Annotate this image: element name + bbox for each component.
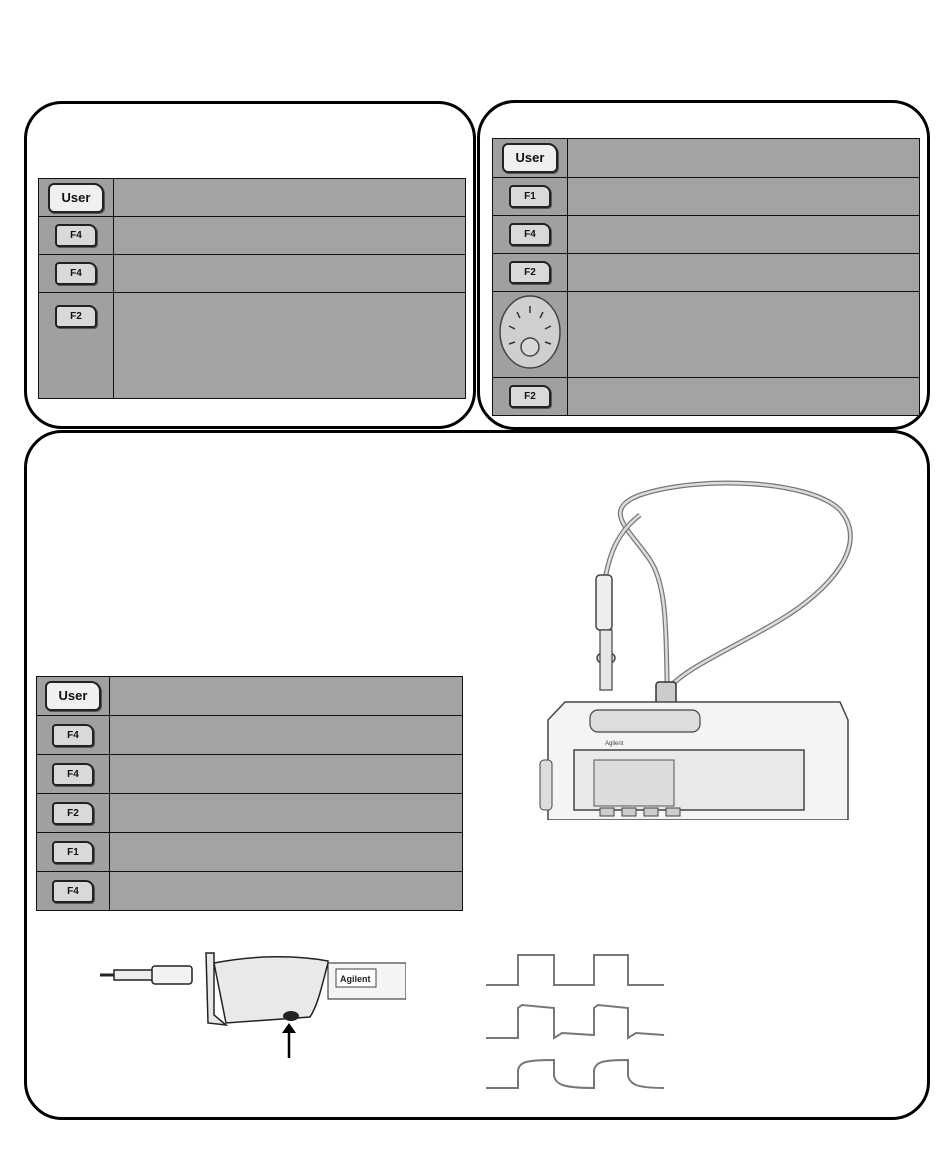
f2-button[interactable]: F2 bbox=[509, 261, 551, 284]
user-button[interactable]: User bbox=[45, 681, 101, 711]
step-key-cell bbox=[493, 378, 568, 416]
step-description bbox=[110, 716, 463, 755]
f2-button[interactable]: F2 bbox=[55, 305, 97, 328]
step-description bbox=[110, 872, 463, 911]
step-description bbox=[110, 833, 463, 872]
step-key-cell bbox=[37, 833, 110, 872]
step-key-cell bbox=[493, 216, 568, 254]
step-key-cell bbox=[37, 755, 110, 794]
step-key-cell bbox=[493, 178, 568, 216]
user-button[interactable]: User bbox=[48, 183, 104, 213]
step-description bbox=[110, 794, 463, 833]
step-description bbox=[110, 677, 463, 716]
step-key-cell bbox=[493, 292, 568, 378]
waveform-correct bbox=[486, 955, 664, 985]
step-description bbox=[568, 378, 920, 416]
step-description bbox=[568, 178, 920, 216]
step-key-cell bbox=[39, 179, 114, 217]
step-description bbox=[114, 179, 466, 217]
step-key-cell bbox=[37, 677, 110, 716]
user-button[interactable]: User bbox=[502, 143, 558, 173]
f4-button[interactable]: F4 bbox=[55, 262, 97, 285]
f4-button[interactable]: F4 bbox=[509, 223, 551, 246]
f4-button[interactable]: F4 bbox=[52, 880, 94, 903]
oscilloscope-probe-illustration bbox=[530, 470, 860, 820]
step-table-b bbox=[492, 138, 920, 416]
step-key-cell bbox=[37, 872, 110, 911]
rotary-knob-icon[interactable] bbox=[497, 292, 563, 372]
step-table-c bbox=[36, 676, 463, 911]
step-description bbox=[568, 139, 920, 178]
step-description bbox=[114, 255, 466, 293]
f4-button[interactable]: F4 bbox=[52, 724, 94, 747]
waveform-overcompensated bbox=[486, 1005, 664, 1038]
step-table-a bbox=[38, 178, 466, 399]
step-key-cell bbox=[37, 794, 110, 833]
step-key-cell bbox=[37, 716, 110, 755]
scope-brand-label: Agilent bbox=[605, 741, 624, 747]
probe-brand-label: Agilent bbox=[340, 974, 371, 984]
step-description bbox=[568, 216, 920, 254]
step-description bbox=[568, 254, 920, 292]
step-key-cell bbox=[493, 139, 568, 178]
compensation-waveforms bbox=[486, 950, 666, 1095]
step-description bbox=[110, 755, 463, 794]
f1-button[interactable]: F1 bbox=[52, 841, 94, 864]
adjustment-screw-icon bbox=[283, 1011, 299, 1021]
step-key-cell bbox=[39, 217, 114, 255]
step-key-cell bbox=[39, 255, 114, 293]
f1-button[interactable]: F1 bbox=[509, 185, 551, 208]
f4-button[interactable]: F4 bbox=[52, 763, 94, 786]
step-key-cell bbox=[39, 293, 114, 399]
f2-button[interactable]: F2 bbox=[52, 802, 94, 825]
waveform-undercompensated bbox=[486, 1060, 664, 1088]
f2-button[interactable]: F2 bbox=[509, 385, 551, 408]
f4-button[interactable]: F4 bbox=[55, 224, 97, 247]
step-description bbox=[114, 217, 466, 255]
probe-adjustment-illustration bbox=[96, 945, 406, 1060]
step-key-cell bbox=[493, 254, 568, 292]
step-description bbox=[568, 292, 920, 378]
step-description bbox=[114, 293, 466, 399]
